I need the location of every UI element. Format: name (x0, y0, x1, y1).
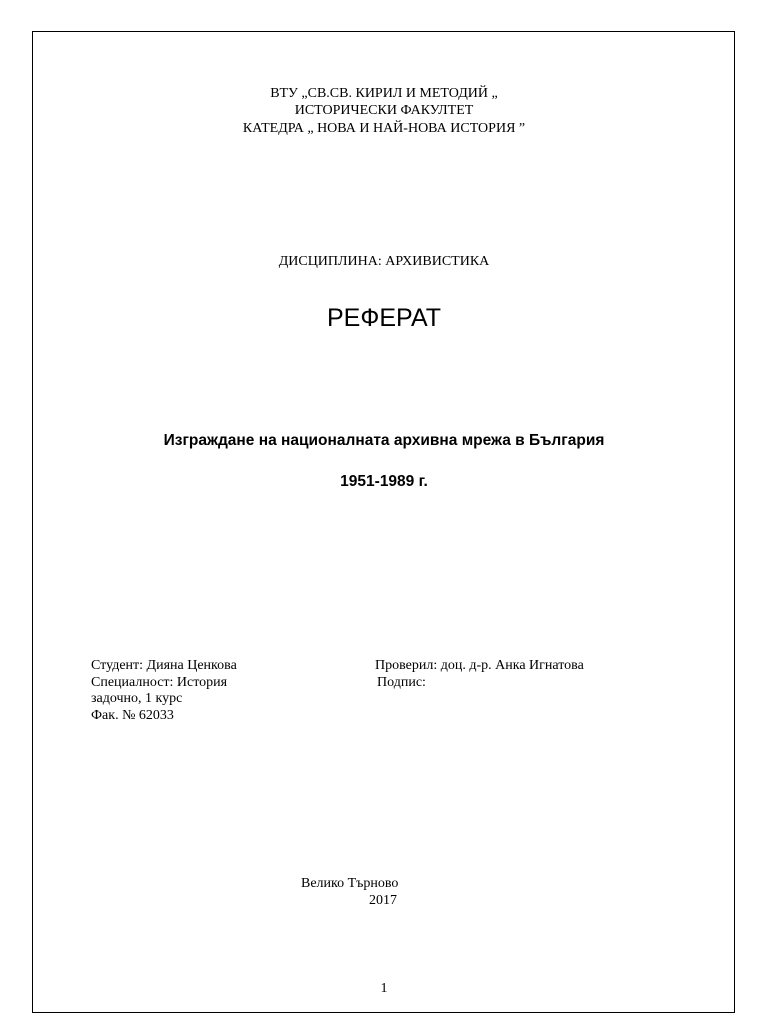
student-name: Студент: Дияна Ценкова (91, 658, 237, 673)
document-type: РЕФЕРАТ (326, 304, 442, 332)
discipline-label: ДИСЦИПЛИНА: АРХИВИСТИКА (278, 254, 490, 269)
signature-label: Подпис: (377, 675, 426, 690)
student-specialty: Специалност: История (91, 675, 228, 690)
thesis-years: 1951-1989 г. (340, 473, 428, 490)
year-label: 2017 (369, 893, 397, 908)
university-name: ВТУ „СВ.СВ. КИРИЛ И МЕТОДИЙ „ (270, 86, 498, 101)
faculty-name: ИСТОРИЧЕСКИ ФАКУЛТЕТ (294, 103, 474, 118)
student-faculty-number: Фак. № 62033 (91, 708, 174, 723)
page-number: 1 (380, 981, 388, 996)
student-mode: задочно, 1 курс (91, 691, 183, 706)
department-name: КАТЕДРА „ НОВА И НАЙ-НОВА ИСТОРИЯ ” (242, 121, 526, 136)
city-name: Велико Търново (301, 876, 399, 891)
page-border (32, 31, 735, 1013)
reviewer-name: Проверил: доц. д-р. Анка Игнатова (375, 658, 584, 673)
thesis-title: Изграждане на националната архивна мрежа в България (163, 432, 605, 449)
